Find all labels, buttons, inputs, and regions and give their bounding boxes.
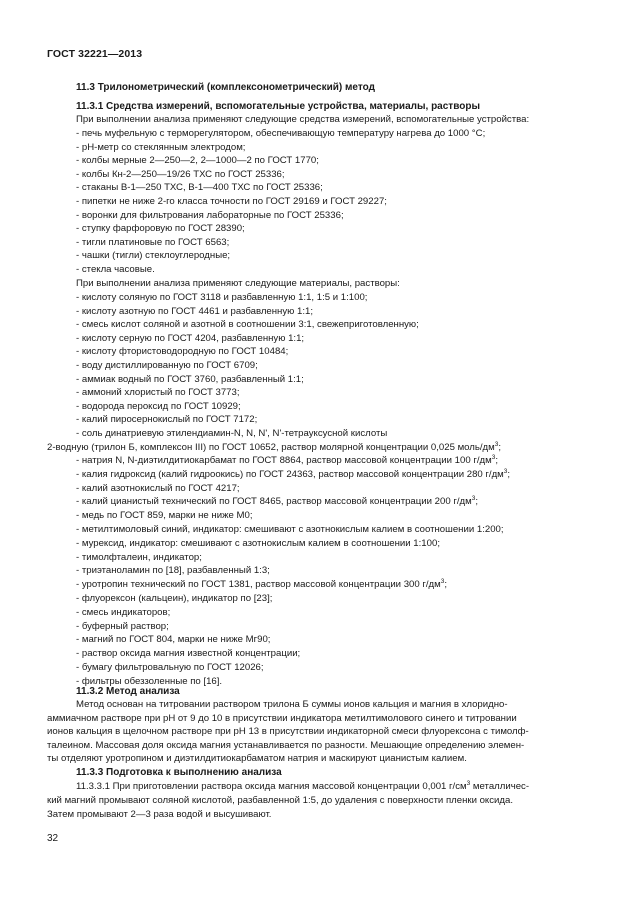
list-item: - воронки для фильтрования лабораторные по ГОСТ 25336;	[76, 209, 344, 221]
paragraph-line: ты отделяют уротропином и диэтилдитиокарбаматом натрия и маскируют цианистым калием.	[47, 753, 467, 765]
list-item: - магний по ГОСТ 804, марки не ниже Мг90;	[76, 634, 271, 646]
list-item: - триэтаноламин по [18], разбавленный 1:3;	[76, 565, 270, 577]
list-item: - кислоту серную по ГОСТ 4204, разбавленную 1:1;	[76, 332, 305, 344]
list-item: - калий пиросернокислый по ГОСТ 7172;	[76, 414, 258, 426]
list-item: - раствор оксида магния известной концентрации;	[76, 648, 301, 660]
paragraph-line: ионов кальция в щелочном растворе при рН 13 в присутствии индикаторной смеси флуорексона с тимолф-	[47, 726, 529, 738]
list-item: - воду дистиллированную по ГОСТ 6709;	[76, 360, 258, 371]
list-item: - аммоний хлористый по ГОСТ 3773;	[76, 387, 240, 399]
list-item: - кислоту азотную по ГОСТ 4461 и разбавленную 1:1;	[76, 305, 314, 317]
document-code: ГОСТ 32221—2013	[47, 48, 143, 60]
list-item: - калия гидроксид (калий гидроокись) по ГОСТ 24363, раствор массовой концентрации 280 $г/дм^3$;	[76, 467, 511, 480]
list-item: - тимолфталеин, индикатор;	[76, 551, 202, 563]
list-item: - мурексид, индикатор: смешивают с азотнокислым калием в соотношении 1:100;	[76, 537, 440, 549]
list-item: - соль динатриевую этилендиамин-N, N, N', N'-тетрауксусной кислоты	[76, 428, 388, 439]
list-item: - уротропин технический по ГОСТ 1381, раствор массовой концентрации 300 $г/дм^3$;	[76, 578, 448, 591]
list-item: - стаканы В-1—250 ТХС, В-1—400 ТХС по ГОСТ 25336;	[76, 182, 323, 194]
subsection-title-3: 11.3.3 Подготовка к выполнению анализа	[76, 767, 282, 778]
list-item: - стекла часовые.	[76, 264, 155, 275]
list-item: - медь по ГОСТ 859, марки не ниже М0;	[76, 510, 253, 522]
list-item: - водорода пероксид по ГОСТ 10929;	[76, 400, 241, 412]
list-item: - натрия N, N-диэтилдитиокарбамат по ГОСТ 8864, раствор массовой концентрации 100 $г/дм^3$;	[76, 454, 498, 466]
list-item: - колбы Кн-2—250—19/26 ТХС по ГОСТ 25336;	[76, 168, 285, 180]
trilon-continuation: 2-водную (трилон Б, комплексон III) по ГОСТ 10652, раствор молярной концентрации 0,025 моль/$дм^3$;	[47, 441, 502, 453]
list-item: - буферный раствор;	[76, 620, 169, 632]
paragraph-line: талеином. Массовая доля оксида магния устанавливается по разности. Мешающие определению элемен-	[47, 739, 525, 751]
list-item: - чашки (тигли) стеклоуглеродные;	[76, 250, 231, 262]
paragraph-line: Затем промывают 2—3 раза водой и высушивают.	[47, 808, 272, 820]
list-item: - ступку фарфоровую по ГОСТ 28390;	[76, 223, 245, 235]
list-item: - пипетки не ниже 2-го класса точности по ГОСТ 29169 и ГОСТ 29227;	[76, 196, 387, 207]
paragraph-line: Метод основан на титровании раствором трилона Б суммы ионов кальция и магния в хлоридно-	[76, 699, 508, 710]
list-item: - смесь кислот соляной и азотной в соотношении 3:1, свежеприготовленную;	[76, 319, 419, 331]
list-item: - кислоту соляную по ГОСТ 3118 и разбавленную 1:1, 1:5 и 1:100;	[76, 292, 368, 303]
instruments-intro: При выполнении анализа применяют следующие средства измерений, вспомогательные устройства:	[76, 114, 530, 125]
list-item: - смесь индикаторов;	[76, 606, 171, 618]
paragraph-line: аммиачном растворе при рН от 9 до 10 в присутствии индикатора метилтимолового синего и титровании	[47, 712, 517, 724]
list-item: - печь муфельную с терморегулятором, обеспечивающую температуру нагрева до 1000 °С;	[76, 128, 486, 139]
list-item: - колбы мерные 2—250—2, 2—1000—2 по ГОСТ 1770;	[76, 155, 319, 167]
list-item: - аммиак водный по ГОСТ 3760, разбавленный 1:1;	[76, 373, 304, 385]
prep-line: 11.3.3.1 При приготовлении раствора оксида магния массовой концентрации 0,001 $г/см^3$ металличес-	[76, 780, 530, 792]
paragraph-line: кий магний промывают соляной кислотой, разбавленной 1:5, до удаления с поверхности пленки оксида.	[47, 795, 513, 806]
list-item: - бумагу фильтровальную по ГОСТ 12026;	[76, 662, 264, 673]
list-item: - рН-метр со стеклянным электродом;	[76, 141, 246, 153]
section-title: 11.3 Трилонометрический (комплексонометрический) метод	[76, 82, 375, 93]
list-item: - тигли платиновые по ГОСТ 6563;	[76, 236, 230, 248]
subsection-title-2: 11.3.2 Метод анализа	[76, 686, 180, 697]
subsection-title-1: 11.3.1 Средства измерений, вспомогательные устройства, материалы, растворы	[76, 101, 480, 112]
list-item: - метилтимоловый синий, индикатор: смешивают с азотнокислым калием в соотношении 1:200;	[76, 524, 504, 535]
page-number: 32	[47, 833, 59, 844]
materials-intro: При выполнении анализа применяют следующие материалы, растворы:	[76, 278, 400, 289]
list-item: - калий азотнокислый по ГОСТ 4217;	[76, 482, 240, 494]
list-item: - фильтры обеззоленные по [16].	[76, 675, 223, 687]
list-item: - флуорексон (кальцеин), индикатор по [23];	[76, 593, 273, 604]
list-item: - кислоту фтористоводородную по ГОСТ 10484;	[76, 346, 289, 358]
list-item: - калий цианистый технический по ГОСТ 8465, раствор массовой концентрации 200 $г/дм^3$;	[76, 495, 478, 508]
